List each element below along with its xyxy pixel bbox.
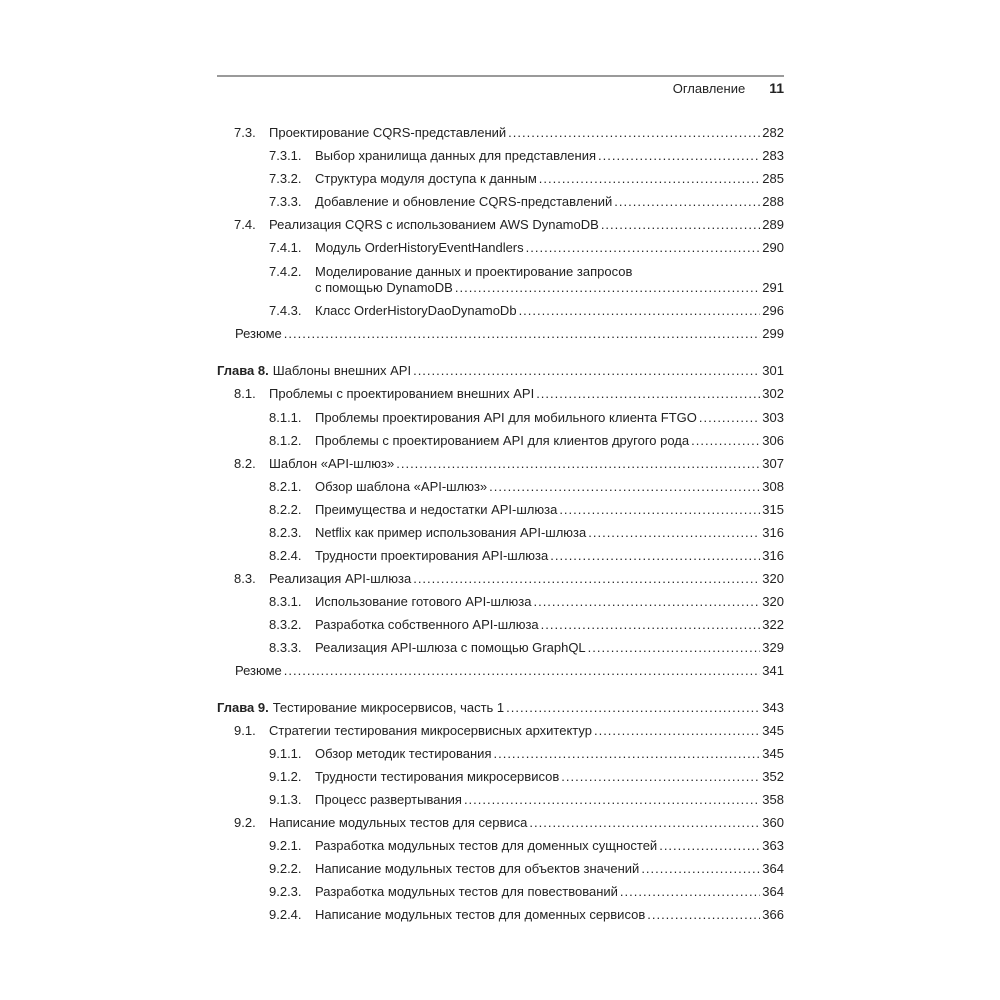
toc-entry: [217, 125, 784, 141]
entry-title: Разработка собственного API-шлюза: [315, 617, 539, 632]
toc-entry: [217, 746, 784, 762]
entry-title: Разработка модульных тестов для доменных сущностей: [315, 838, 658, 853]
toc-line: [217, 386, 784, 402]
entry-title: Добавление и обновление CQRS-представлений: [315, 194, 613, 209]
entry-page-number: 341: [762, 663, 784, 678]
toc-line: [217, 456, 784, 472]
chapter-number: Глава 8.: [217, 363, 269, 378]
entry-number: 7.3.1.: [269, 148, 302, 163]
toc-chapter: [217, 363, 784, 379]
toc-entry: [217, 479, 784, 495]
entry-title: Разработка модульных тестов для повествований: [315, 884, 618, 899]
entry-number: 7.4.3.: [269, 303, 302, 318]
entry-page-number: 285: [762, 171, 784, 186]
toc-line: [217, 502, 784, 518]
entry-page-number: 296: [762, 303, 784, 318]
dot-leader: [284, 326, 761, 342]
toc-line: [217, 640, 784, 656]
dot-leader: [536, 386, 760, 402]
toc-line: [217, 125, 784, 141]
entry-page-number: 283: [762, 148, 784, 163]
toc-line: [217, 433, 784, 449]
toc-line: [217, 264, 784, 280]
entry-number: 8.1.1.: [269, 410, 302, 425]
entry-title: Преимущества и недостатки API-шлюза: [315, 502, 558, 517]
toc-entry: [217, 264, 784, 296]
entry-number: 8.2.1.: [269, 479, 302, 494]
entry-page-number: 316: [762, 548, 784, 563]
entry-number: 8.2.2.: [269, 502, 302, 517]
toc-line: [217, 148, 784, 164]
toc-line: [217, 363, 784, 379]
toc-line: [217, 240, 784, 256]
entry-number: 9.2.4.: [269, 907, 302, 922]
toc-entry: [217, 861, 784, 877]
entry-number: 9.2.: [234, 815, 256, 830]
toc-line: [217, 326, 784, 342]
entry-number: 8.3.2.: [269, 617, 302, 632]
toc-entry: [217, 792, 784, 808]
entry-title: с помощью DynamoDB: [315, 280, 453, 295]
entry-title: Обзор методик тестирования: [315, 746, 492, 761]
dot-leader: [614, 194, 760, 210]
toc-line: [217, 663, 784, 679]
entry-title: Резюме: [235, 326, 282, 341]
entry-number: 7.4.2.: [269, 264, 302, 279]
toc-entry: [217, 617, 784, 633]
entry-title: Выбор хранилища данных для представления: [315, 148, 597, 163]
dot-leader: [539, 171, 761, 187]
toc-line: [217, 746, 784, 762]
entry-page-number: 363: [762, 838, 784, 853]
toc-line: [217, 280, 784, 296]
dot-leader: [594, 723, 760, 739]
entry-title: Резюме: [235, 663, 282, 678]
entry-title: Трудности тестирования микросервисов: [315, 769, 560, 784]
dot-leader: [533, 594, 760, 610]
toc-entry: [217, 838, 784, 854]
entry-title: Использование готового API-шлюза: [315, 594, 532, 609]
entry-number: 7.4.: [234, 217, 256, 232]
entry-page-number: 329: [762, 640, 784, 655]
entry-page-number: 345: [762, 746, 784, 761]
entry-number: 9.1.2.: [269, 769, 302, 784]
header-rule: [217, 75, 784, 77]
section-title: Оглавление: [672, 81, 746, 96]
page-number: 11: [769, 80, 784, 96]
toc-line: [217, 838, 784, 854]
dot-leader: [559, 502, 760, 518]
dot-leader: [601, 217, 760, 233]
toc-entry: [217, 386, 784, 402]
toc-line: [217, 884, 784, 900]
entry-number: 9.1.3.: [269, 792, 302, 807]
toc-entry: [217, 326, 784, 342]
entry-number: 8.2.4.: [269, 548, 302, 563]
toc-line: [217, 548, 784, 564]
entry-page-number: 308: [762, 479, 784, 494]
entry-title: Тестирование микросервисов, часть 1: [272, 700, 505, 715]
dot-leader: [541, 617, 761, 633]
dot-leader: [508, 125, 760, 141]
entry-number: 8.2.3.: [269, 525, 302, 540]
entry-page-number: 352: [762, 769, 784, 784]
toc-entry: [217, 723, 784, 739]
entry-title: Шаблоны внешних API: [272, 363, 412, 378]
toc-line: [217, 171, 784, 187]
entry-page-number: 289: [762, 217, 784, 232]
entry-number: 8.3.: [234, 571, 256, 586]
toc-entry: [217, 640, 784, 656]
toc-entry: [217, 769, 784, 785]
toc-entry: [217, 240, 784, 256]
toc-line: [217, 594, 784, 610]
toc-line: [217, 792, 784, 808]
entry-page-number: 315: [762, 502, 784, 517]
entry-title: Структура модуля доступа к данным: [315, 171, 537, 186]
entry-title: Проблемы с проектированием API для клиентов другого рода: [315, 433, 690, 448]
toc-entry: [217, 571, 784, 587]
toc-line: [217, 410, 784, 426]
toc-entry: [217, 663, 784, 679]
toc-entry: [217, 433, 784, 449]
dot-leader: [699, 410, 760, 426]
dot-leader: [561, 769, 760, 785]
dot-leader: [659, 838, 760, 854]
toc-entry: [217, 502, 784, 518]
entry-page-number: 303: [762, 410, 784, 425]
entry-number: 7.3.: [234, 125, 256, 140]
entry-title: Проблемы с проектированием внешних API: [269, 386, 535, 401]
entry-title: Написание модульных тестов для объектов значений: [315, 861, 640, 876]
entry-page-number: 360: [762, 815, 784, 830]
entry-page-number: 301: [762, 363, 784, 378]
toc-entry: [217, 548, 784, 564]
entry-number: 8.1.: [234, 386, 256, 401]
dot-leader: [526, 240, 761, 256]
entry-page-number: 302: [762, 386, 784, 401]
dot-leader: [691, 433, 760, 449]
dot-leader: [464, 792, 760, 808]
toc-entry: [217, 907, 784, 923]
entry-page-number: 366: [762, 907, 784, 922]
toc-line: [217, 194, 784, 210]
entry-title: Реализация API-шлюза с помощью GraphQL: [315, 640, 586, 655]
entry-page-number: 320: [762, 571, 784, 586]
entry-number: 7.3.3.: [269, 194, 302, 209]
entry-page-number: 306: [762, 433, 784, 448]
toc-line: [217, 303, 784, 319]
toc-entry: [217, 456, 784, 472]
entry-page-number: 358: [762, 792, 784, 807]
entry-number: 7.4.1.: [269, 240, 302, 255]
entry-number: 8.2.: [234, 456, 256, 471]
toc-line: [217, 217, 784, 233]
entry-title: Netflix как пример использования API-шлюза: [315, 525, 587, 540]
entry-number: 9.2.2.: [269, 861, 302, 876]
dot-leader: [413, 571, 760, 587]
dot-leader: [529, 815, 760, 831]
dot-leader: [396, 456, 760, 472]
toc-entry: [217, 217, 784, 233]
dot-leader: [588, 640, 761, 656]
entry-number: 7.3.2.: [269, 171, 302, 186]
entry-title: Написание модульных тестов для сервиса: [269, 815, 528, 830]
entry-page-number: 364: [762, 861, 784, 876]
toc-line: [217, 861, 784, 877]
dot-leader: [550, 548, 760, 564]
entry-title: Шаблон «API-шлюз»: [269, 456, 395, 471]
entry-title: Написание модульных тестов для доменных сервисов: [315, 907, 646, 922]
toc-line: [217, 769, 784, 785]
entry-page-number: 320: [762, 594, 784, 609]
entry-title: Обзор шаблона «API-шлюз»: [315, 479, 488, 494]
dot-leader: [519, 303, 761, 319]
entry-title: Стратегии тестирования микросервисных архитектур: [269, 723, 592, 738]
entry-title: Проектирование CQRS-представлений: [269, 125, 507, 140]
entry-page-number: 307: [762, 456, 784, 471]
toc-entry: [217, 884, 784, 900]
entry-title: Модуль OrderHistoryEventHandlers: [315, 240, 524, 255]
dot-leader: [413, 363, 760, 379]
toc-entry: [217, 410, 784, 426]
dot-leader: [489, 479, 760, 495]
entry-page-number: 291: [762, 280, 784, 295]
toc-line: [217, 571, 784, 587]
entry-number: 9.2.3.: [269, 884, 302, 899]
entry-page-number: 282: [762, 125, 784, 140]
dot-leader: [598, 148, 760, 164]
toc-entry: [217, 171, 784, 187]
toc-line: [217, 907, 784, 923]
entry-page-number: 345: [762, 723, 784, 738]
entry-page-number: 316: [762, 525, 784, 540]
dot-leader: [588, 525, 760, 541]
entry-number: 8.3.3.: [269, 640, 302, 655]
dot-leader: [647, 907, 760, 923]
toc-entry: [217, 594, 784, 610]
entry-page-number: 364: [762, 884, 784, 899]
toc-entry: [217, 148, 784, 164]
toc-line: [217, 479, 784, 495]
toc-chapter: [217, 700, 784, 716]
entry-number: 9.1.: [234, 723, 256, 738]
entry-title: Проблемы проектирования API для мобильного клиента FTGO: [315, 410, 697, 425]
dot-leader: [641, 861, 760, 877]
dot-leader: [284, 663, 761, 679]
entry-number: 8.1.2.: [269, 433, 302, 448]
entry-title: Реализация CQRS с использованием AWS DynamoDB: [269, 217, 599, 232]
entry-page-number: 288: [762, 194, 784, 209]
entry-title: Процесс развертывания: [315, 792, 462, 807]
dot-leader: [493, 746, 760, 762]
entry-number: 9.1.1.: [269, 746, 302, 761]
entry-number: 8.3.1.: [269, 594, 302, 609]
toc-line: [217, 723, 784, 739]
chapter-number: Глава 9.: [217, 700, 269, 715]
toc-entry: [217, 815, 784, 831]
dot-leader: [620, 884, 760, 900]
entry-page-number: 290: [762, 240, 784, 255]
entry-title: Класс OrderHistoryDaoDynamoDb: [315, 303, 517, 318]
toc-line: [217, 700, 784, 716]
entry-page-number: 343: [762, 700, 784, 715]
dot-leader: [455, 280, 760, 296]
toc-entry: [217, 525, 784, 541]
toc-entry: [217, 194, 784, 210]
toc-line: [217, 617, 784, 633]
entry-title: Реализация API-шлюза: [269, 571, 412, 586]
entry-title: Моделирование данных и проектирование запросов: [315, 264, 633, 279]
entry-page-number: 322: [762, 617, 784, 632]
toc-line: [217, 815, 784, 831]
toc-entry: [217, 303, 784, 319]
dot-leader: [506, 700, 760, 716]
running-head: [673, 80, 784, 96]
entry-title: Трудности проектирования API-шлюза: [315, 548, 549, 563]
entry-page-number: 299: [762, 326, 784, 341]
entry-number: 9.2.1.: [269, 838, 302, 853]
toc-line: [217, 525, 784, 541]
